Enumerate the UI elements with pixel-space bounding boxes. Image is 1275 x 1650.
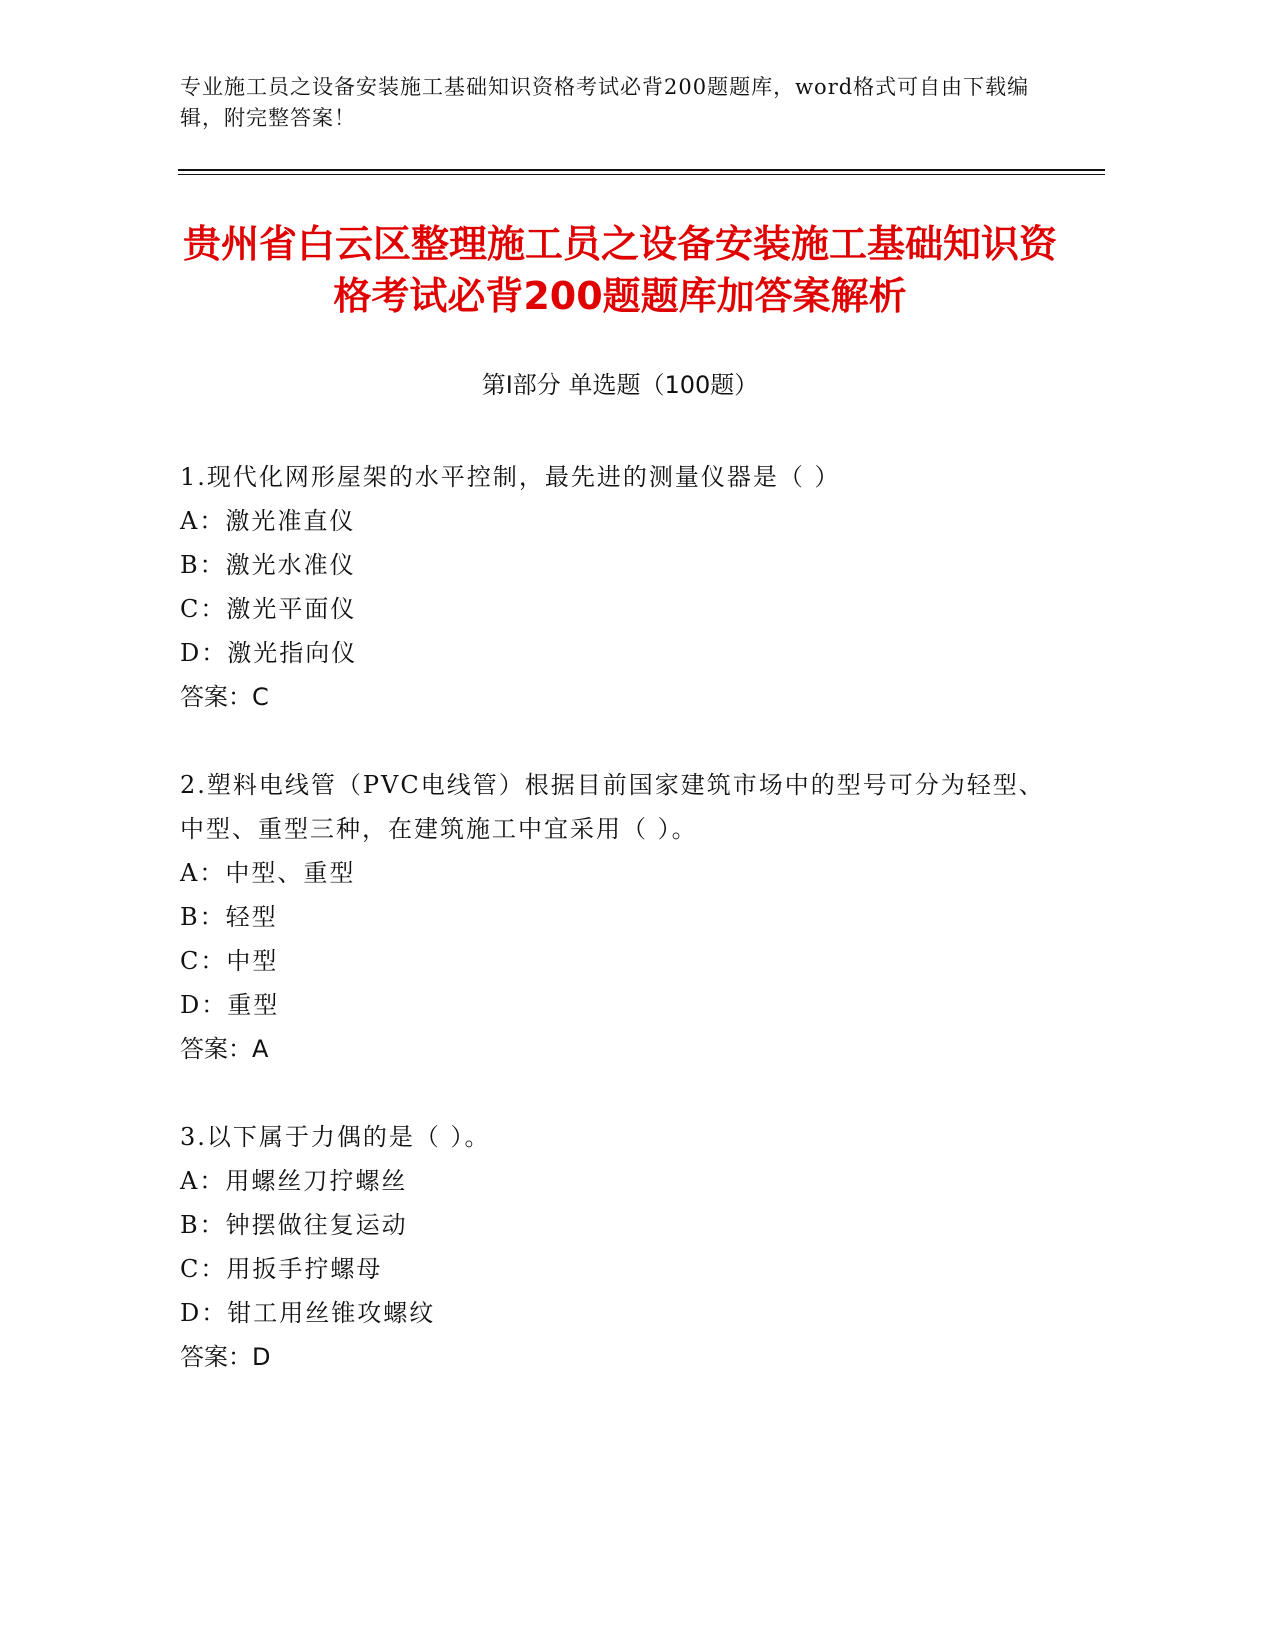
question-stem: 3.以下属于力偶的是（ ）。: [180, 1123, 491, 1151]
question-item: [180, 763, 1060, 1071]
option-b: B：激光水准仪: [180, 551, 356, 579]
option-b: B：钟摆做往复运动: [180, 1211, 408, 1239]
option-d: D：钳工用丝锥攻螺纹: [180, 1299, 436, 1327]
header-divider-thick: [178, 169, 1105, 171]
option-b: B：轻型: [180, 903, 278, 931]
option-a: A：中型、重型: [180, 859, 356, 887]
question-stem: 1.现代化网形屋架的水平控制，最先进的测量仪器是（ ）: [180, 463, 841, 491]
question-item: [180, 1115, 1060, 1379]
answer-line: 答案：A: [180, 1035, 269, 1063]
header-divider-thin: [178, 174, 1105, 175]
option-a: A：用螺丝刀拧螺丝: [180, 1167, 408, 1195]
question-list: [180, 455, 1060, 1423]
option-d: D：激光指向仪: [180, 639, 358, 667]
option-c: C：中型: [180, 947, 279, 975]
answer-line: 答案：C: [180, 683, 269, 711]
answer-line: 答案：D: [180, 1343, 271, 1371]
header-note: 专业施工员之设备安装施工基础知识资格考试必背200题题库，word格式可自由下载编辑，附完整答案！: [180, 75, 1030, 130]
option-d: D：重型: [180, 991, 280, 1019]
question-item: [180, 455, 1060, 719]
option-a: A：激光准直仪: [180, 507, 356, 535]
document-title: 贵州省白云区整理施工员之设备安装施工基础知识资格考试必背200题题库加答案解析: [182, 222, 1057, 318]
option-c: C：用扳手拧螺母: [180, 1255, 383, 1283]
section-heading: 第Ⅰ部分 单选题（100题）: [481, 371, 759, 399]
question-stem: 2.塑料电线管（PVC电线管）根据目前国家建筑市场中的型号可分为轻型、中型、重型三种，在建筑施工中宜采用（ ）。: [180, 771, 1045, 843]
option-c: C：激光平面仪: [180, 595, 357, 623]
